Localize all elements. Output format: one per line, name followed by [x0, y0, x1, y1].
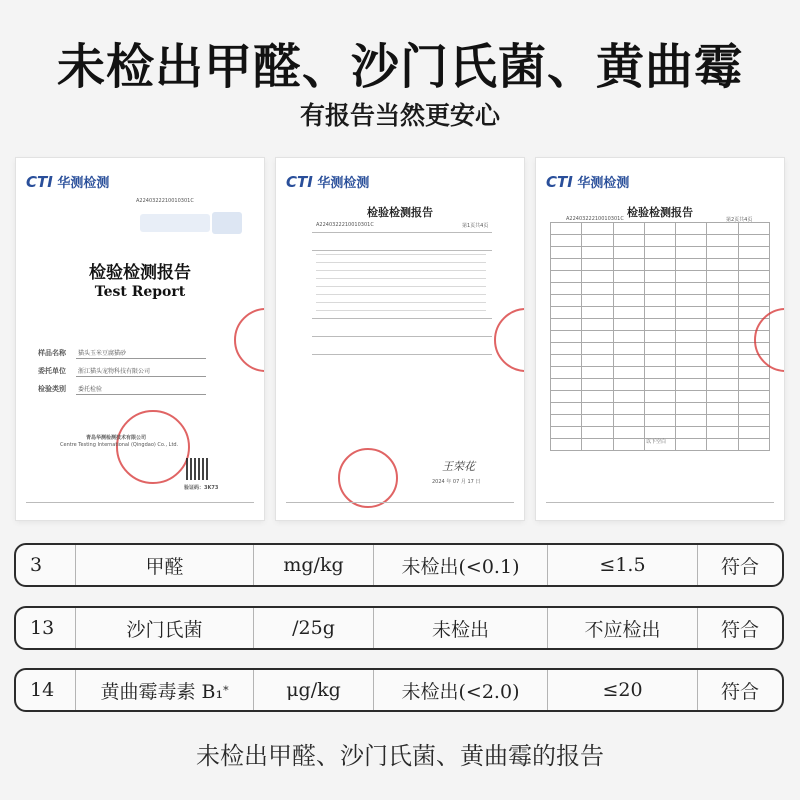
info-text-block: [316, 254, 486, 312]
report-number: A2240322210010301C: [136, 198, 194, 204]
page-number: 第1页共4页: [462, 223, 489, 229]
verdict: 符合: [720, 680, 759, 703]
cti-logo: CTI 华测检测: [26, 173, 110, 191]
side-seal: [234, 308, 264, 372]
report-info-page-image: [276, 158, 524, 520]
field-value: 浙江猫头宠物科技有限公司: [78, 368, 151, 375]
item-number: 14: [16, 670, 76, 710]
report-cover-image: [16, 158, 264, 520]
report-title-en: Test Report: [94, 284, 186, 300]
table-end-note: 以下空白: [646, 439, 667, 445]
page-number: 第2页共4页: [726, 217, 753, 223]
cti-logo: CTI 华测检测: [546, 173, 630, 191]
cnas-logo: [212, 212, 242, 234]
report-title: 检验检测报告: [367, 206, 433, 219]
footer-caption: 未检出甲醛、沙门氏菌、黄曲霉的报告: [196, 742, 604, 770]
unit: μg/kg: [254, 670, 374, 710]
report-date: 2024 年 07 月 17 日: [432, 479, 481, 485]
test-result: 未检出: [374, 608, 548, 648]
company-seal: [338, 448, 398, 508]
results-table: [550, 222, 770, 451]
report-title: 检验检测报告: [89, 263, 191, 283]
result-row-salmonella: [14, 606, 784, 650]
accreditation-logos: [140, 214, 210, 232]
side-seal: [494, 308, 524, 372]
item-number: 3: [16, 545, 76, 585]
report-title: 检验检测报告: [627, 206, 693, 219]
cti-logo: CTI 华测检测: [286, 173, 370, 191]
field-label: 检验类别: [38, 385, 66, 393]
limit: 不应检出: [548, 608, 698, 648]
test-result: 未检出(<2.0): [374, 670, 548, 710]
limit: ≤20: [548, 670, 698, 710]
qr-code: [186, 458, 208, 480]
result-row-formaldehyde: [14, 543, 784, 587]
signature: 王荣花: [442, 460, 475, 473]
unit: /25g: [254, 608, 374, 648]
report-number: A2240322210010301C: [316, 222, 374, 228]
verdict: 符合: [720, 618, 759, 641]
test-result: 未检出(<0.1): [374, 545, 548, 585]
headline: 未检出甲醛、沙门氏菌、黄曲霉: [56, 39, 743, 95]
company-name-en: Centre Testing International (Qingdao) Co., Ltd.: [60, 442, 179, 448]
company-name: 青岛华测检测技术有限公司: [86, 435, 147, 441]
test-item: 沙门氏菌: [76, 608, 254, 648]
verdict: 符合: [720, 555, 759, 578]
result-row-aflatoxin: [14, 668, 784, 712]
field-label: 样品名称: [38, 349, 66, 357]
field-value: 猫头玉米豆腐猫砂: [78, 350, 127, 357]
item-number: 13: [16, 608, 76, 648]
report-results-page-image: [536, 158, 784, 520]
subheadline: 有报告当然更安心: [299, 101, 500, 130]
test-item: 甲醛: [76, 545, 254, 585]
test-item: 黄曲霉毒素 B₁ *: [76, 670, 254, 710]
verify-code: 验证码：3K73: [184, 485, 219, 491]
report-number: A2240322210010301C: [566, 216, 624, 222]
unit: mg/kg: [254, 545, 374, 585]
limit: ≤1.5: [548, 545, 698, 585]
field-value: 委托检验: [78, 386, 103, 393]
field-label: 委托单位: [38, 367, 66, 375]
